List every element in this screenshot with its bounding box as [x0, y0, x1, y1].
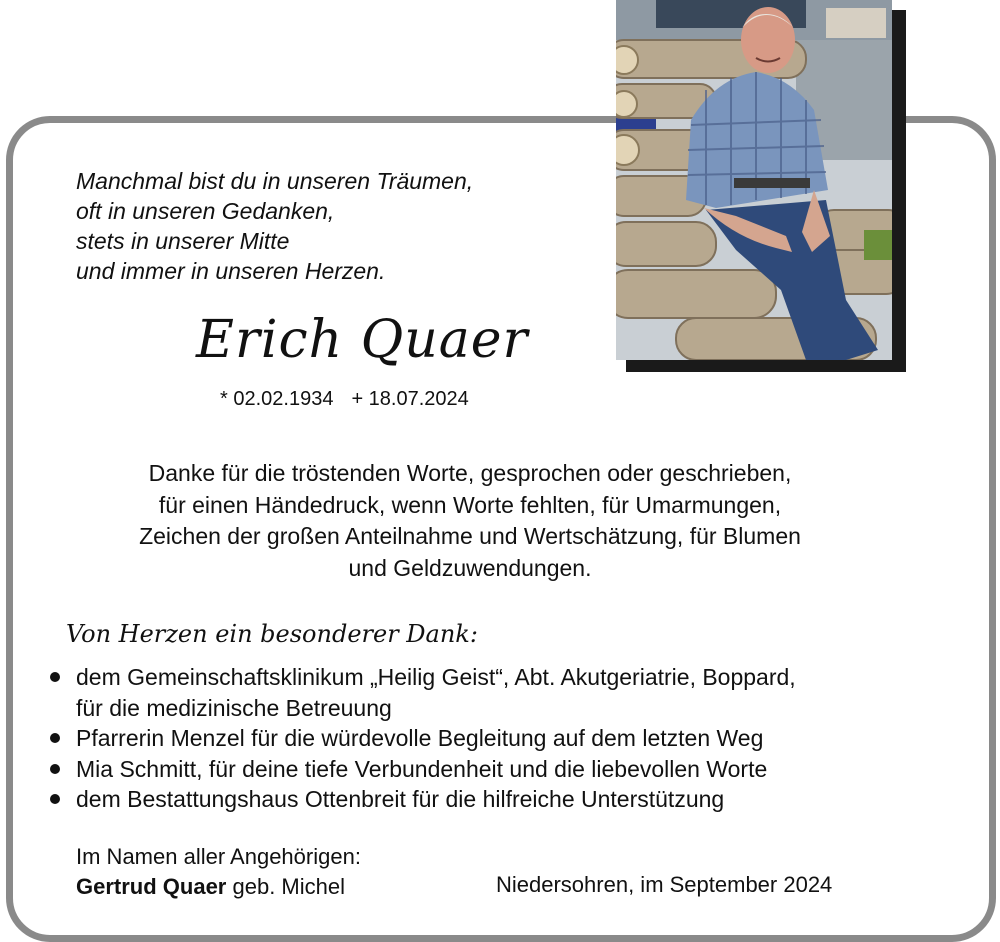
thanks-paragraph — [60, 458, 880, 584]
poem-line: und immer in unseren Herzen. — [76, 258, 386, 284]
poem-line: Manchmal bist du in unseren Träumen, — [76, 168, 474, 194]
signer — [76, 872, 361, 902]
poem-line: oft in unseren Gedanken, — [76, 198, 335, 224]
closing-signature — [76, 842, 361, 902]
bullet-icon — [50, 733, 60, 743]
bullet-icon — [50, 794, 60, 804]
thanks-line: Zeichen der großen Anteilnahme und Wertschätzung, für Blumen — [139, 523, 801, 549]
bullet-icon — [50, 764, 60, 774]
death-date: + 18.07.2024 — [351, 388, 469, 410]
list-item-text: dem Gemeinschaftsklinikum „Heilig Geist“, Abt. Akutgeriatrie, Boppard, — [76, 664, 796, 690]
list-item — [46, 754, 796, 785]
list-item — [46, 784, 796, 815]
special-thanks-heading: Von Herzen ein besonderer Dank: — [66, 620, 478, 648]
list-item — [46, 723, 796, 754]
birth-date: * 02.02.1934 — [220, 388, 334, 410]
portrait-photo — [616, 0, 892, 360]
special-thanks-list — [46, 662, 796, 815]
list-item — [46, 662, 796, 723]
deceased-name: Erich Quaer — [196, 310, 529, 370]
place-date: Niedersohren, im September 2024 — [496, 872, 833, 897]
signer-name: Gertrud Quaer — [76, 874, 227, 899]
list-item-text: Mia Schmitt, für deine tiefe Verbundenheit und die liebevollen Worte — [76, 755, 768, 782]
thanks-line: und Geldzuwendungen. — [348, 554, 592, 581]
list-item-text: Pfarrerin Menzel für die würdevolle Begleitung auf dem letzten Weg — [76, 725, 764, 751]
signer-suffix: geb. Michel — [226, 874, 345, 899]
bullet-icon — [50, 672, 60, 682]
life-dates — [220, 388, 469, 411]
poem-line: stets in unserer Mitte — [76, 228, 290, 254]
closing-intro: Im Namen aller Angehörigen: — [76, 844, 361, 869]
list-item-text: für die medizinische Betreuung — [76, 694, 392, 721]
list-item-text: dem Bestattungshaus Ottenbreit für die hilfreiche Unterstützung — [76, 786, 725, 812]
poem — [76, 166, 473, 286]
thanks-line: für einen Händedruck, wenn Worte fehlten, für Umarmungen, — [158, 491, 782, 518]
thanks-line: Danke für die tröstenden Worte, gesprochen oder geschrieben, — [148, 460, 792, 486]
